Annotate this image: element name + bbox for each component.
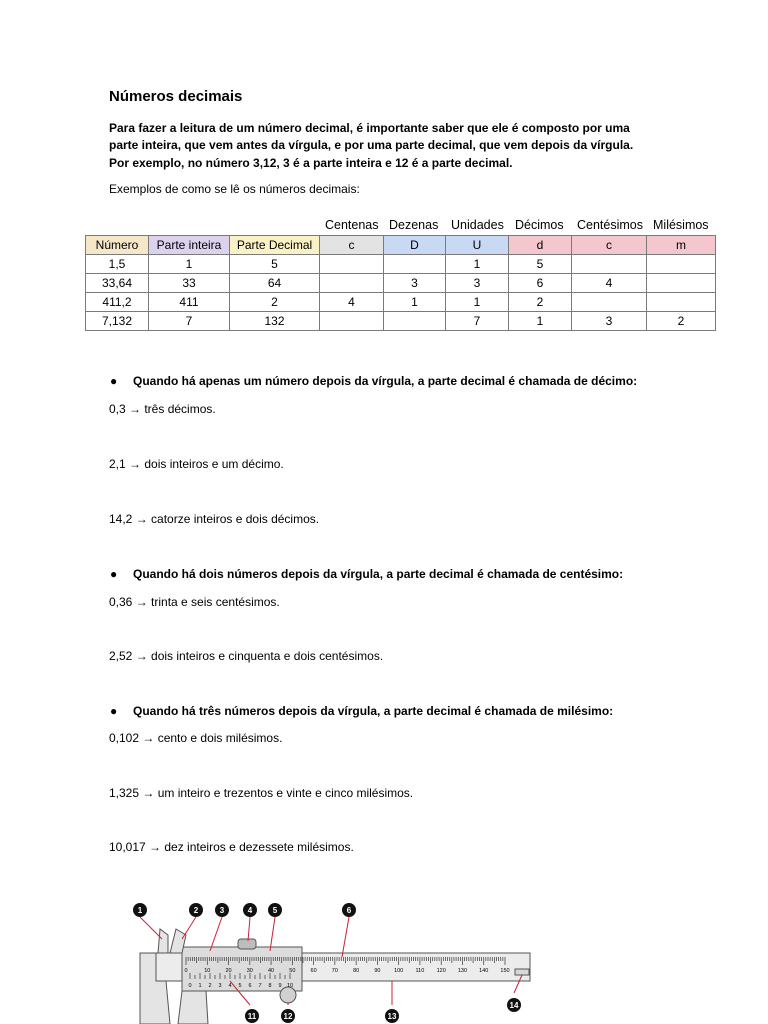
col-header-parte-decimal: Parte Decimal — [230, 236, 320, 255]
intro-line-1: Para fazer a leitura de um número decimal, é importante saber que ele é composto por uma — [109, 121, 630, 135]
table-cell: 2 — [509, 293, 572, 312]
marker-label: 3 — [219, 906, 225, 915]
example-centesimo-1: 0,36 → trinta e seis centésimos. — [109, 595, 280, 609]
col-header-unidades: U — [446, 236, 509, 255]
table-cell — [572, 293, 647, 312]
decimal-place-table — [85, 235, 716, 331]
main-scale-label: 120 — [436, 968, 446, 974]
vernier-scale-label: 4 — [228, 983, 232, 989]
main-scale-label: 140 — [479, 968, 489, 974]
leader-line — [270, 917, 275, 951]
table-cell: 1 — [446, 293, 509, 312]
marker-label: 4 — [247, 906, 253, 915]
group-header-milesimos: Milésimos — [653, 218, 709, 232]
table-cell: 3 — [384, 274, 446, 293]
intro-line-3: Por exemplo, no número 3,12, 3 é a parte inteira e 12 é a parte decimal. — [109, 156, 513, 170]
group-header-unidades: Unidades — [451, 218, 504, 232]
main-scale-label: 40 — [268, 968, 275, 974]
vernier-scale-label: 5 — [238, 983, 242, 989]
table-cell — [647, 293, 716, 312]
table-cell: 2 — [230, 293, 320, 312]
leader-line — [182, 917, 196, 939]
main-scale-label: 20 — [225, 968, 232, 974]
examples-label: Exemplos de como se lê os números decimais: — [109, 182, 360, 196]
vernier-scale-label: 1 — [198, 983, 202, 989]
table-cell: 4 — [572, 274, 647, 293]
table-cell: 6 — [509, 274, 572, 293]
table-row — [86, 312, 716, 331]
table-cell: 7 — [149, 312, 230, 331]
example-milesimo-2: 1,325 → um inteiro e trezentos e vinte e cinco milésimos. — [109, 786, 414, 800]
vernier-scale-label: 3 — [218, 983, 222, 989]
vernier-scale-label: 0 — [188, 983, 192, 989]
table-cell: 3 — [446, 274, 509, 293]
page-title: Números decimais — [109, 88, 243, 105]
marker-label: 6 — [346, 906, 352, 915]
main-scale-label: 90 — [374, 968, 381, 974]
table-cell — [384, 312, 446, 331]
table-cell: 4 — [320, 293, 384, 312]
marker-label: 14 — [509, 1001, 519, 1010]
leader-line — [342, 917, 349, 957]
caliper-lock-screw — [238, 939, 256, 949]
table-cell — [647, 255, 716, 274]
example-decimo-1: 0,3 → três décimos. — [109, 402, 216, 416]
main-scale-label: 50 — [289, 968, 296, 974]
main-scale-label: 70 — [331, 968, 338, 974]
main-scale-label: 0 — [184, 968, 188, 974]
vernier-scale-label: 6 — [248, 983, 252, 989]
table-cell: 3 — [572, 312, 647, 331]
example-decimo-2: 2,1 → dois inteiros e um décimo. — [109, 457, 284, 471]
bullet-centesimo: Quando há dois números depois da vírgula, a parte decimal é chamada de centésimo: — [133, 567, 624, 581]
vernier-scale-label: 9 — [278, 983, 282, 989]
table-cell — [320, 274, 384, 293]
main-scale-label: 80 — [353, 968, 360, 974]
bullet-icon: ● — [110, 567, 118, 581]
table-cell: 64 — [230, 274, 320, 293]
marker-label: 13 — [387, 1012, 397, 1021]
vernier-scale-label: 10 — [286, 983, 294, 989]
main-scale-label: 100 — [394, 968, 404, 974]
col-header-centesimos: c — [572, 236, 647, 255]
caliper-thumb-wheel — [280, 987, 296, 1003]
intro-line-2: parte inteira, que vem antes da vírgula, e por uma parte decimal, que vem depois da vírgula. — [109, 138, 634, 152]
col-header-dezenas: D — [384, 236, 446, 255]
table-cell: 1 — [384, 293, 446, 312]
table-row — [86, 255, 716, 274]
caliper-outside-jaw-moving — [178, 991, 208, 1024]
example-milesimo-1: 0,102 → cento e dois milésimos. — [109, 731, 283, 745]
vernier-scale-label: 8 — [268, 983, 272, 989]
main-scale-label: 10 — [204, 968, 211, 974]
table-cell — [320, 312, 384, 331]
table-cell: 33 — [149, 274, 230, 293]
table-cell: 411,2 — [86, 293, 149, 312]
table-cell: 1,5 — [86, 255, 149, 274]
vernier-scale-label: 2 — [208, 983, 212, 989]
marker-label: 2 — [193, 906, 199, 915]
table-cell — [572, 255, 647, 274]
example-centesimo-2: 2,52 → dois inteiros e cinquenta e dois centésimos. — [109, 649, 384, 663]
main-scale-label: 130 — [457, 968, 468, 974]
col-header-centenas: c — [320, 236, 384, 255]
group-header-decimos: Décimos — [515, 218, 564, 232]
group-header-dezenas: Dezenas — [389, 218, 439, 232]
col-header-numero: Número — [86, 236, 149, 255]
table-cell: 1 — [149, 255, 230, 274]
main-scale-label: 110 — [415, 968, 425, 974]
table-cell: 7 — [446, 312, 509, 331]
table-cell: 7,132 — [86, 312, 149, 331]
caliper-inside-jaw-fixed — [158, 929, 168, 953]
table-cell — [384, 255, 446, 274]
group-header-centenas: Centenas — [325, 218, 379, 232]
table-cell: 5 — [230, 255, 320, 274]
example-milesimo-3: 10,017 → dez inteiros e dezessete milésimos. — [109, 840, 354, 854]
table-cell: 1 — [446, 255, 509, 274]
col-header-decimos: d — [509, 236, 572, 255]
table-cell: 411 — [149, 293, 230, 312]
col-header-milesimos: m — [647, 236, 716, 255]
table-cell — [320, 255, 384, 274]
main-scale-label: 150 — [500, 968, 510, 974]
bullet-decimo: Quando há apenas um número depois da vírgula, a parte decimal é chamada de décimo: — [133, 374, 638, 388]
marker-label: 1 — [137, 906, 143, 915]
example-decimo-3: 14,2 → catorze inteiros e dois décimos. — [109, 512, 320, 526]
vernier-scale-label: 7 — [258, 983, 262, 989]
table-cell: 5 — [509, 255, 572, 274]
marker-label: 12 — [283, 1012, 293, 1021]
col-header-parte-inteira: Parte inteira — [149, 236, 230, 255]
table-cell: 1 — [509, 312, 572, 331]
table-row — [86, 274, 716, 293]
table-row — [86, 293, 716, 312]
main-scale-label: 30 — [246, 968, 253, 974]
caliper-depth-rod — [515, 969, 529, 975]
caliper-illustration — [120, 895, 540, 1024]
marker-label: 5 — [272, 906, 278, 915]
bullet-milesimo: Quando há três números depois da vírgula, a parte decimal é chamada de milésimo: — [133, 704, 614, 718]
leader-line — [210, 917, 222, 951]
bullet-icon: ● — [110, 704, 118, 718]
marker-label: 11 — [247, 1012, 257, 1021]
leader-line — [140, 917, 162, 939]
table-cell — [647, 274, 716, 293]
table-cell: 132 — [230, 312, 320, 331]
bullet-icon: ● — [110, 374, 118, 388]
main-scale-label: 60 — [310, 968, 317, 974]
table-header-row — [86, 236, 716, 255]
table-cell: 33,64 — [86, 274, 149, 293]
leader-line — [248, 917, 250, 941]
group-header-centesimos: Centésimos — [577, 218, 643, 232]
table-cell: 2 — [647, 312, 716, 331]
